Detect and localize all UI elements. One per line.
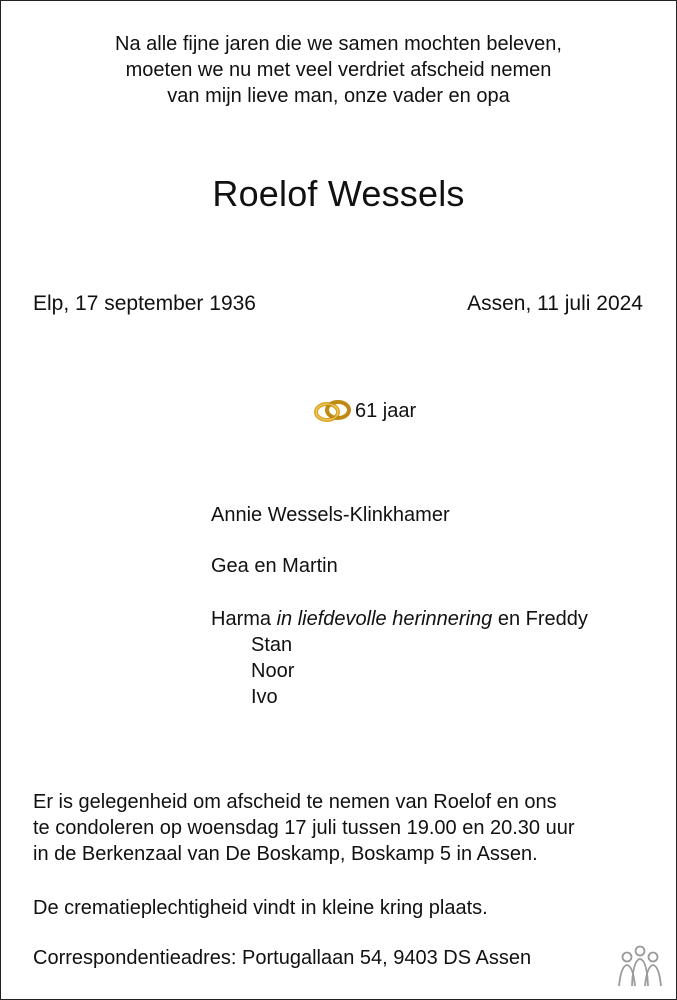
deceased-name: Roelof Wessels	[212, 173, 465, 214]
correspondence-address: Correspondentieadres: Portugallaan 54, 9403 DS Assen	[33, 947, 532, 969]
child2-partner: en Freddy	[497, 608, 588, 630]
child-name	[211, 606, 588, 632]
condolence-line: Er is gelegenheid om afscheid te nemen van Roelof en ons	[33, 791, 557, 813]
condolence-line: in de Berkenzaal van De Boskamp, Boskamp 5 in Assen.	[33, 843, 538, 865]
marriage-duration	[313, 396, 416, 426]
grandchild-name: Ivo	[251, 686, 278, 708]
people-group-icon	[616, 944, 664, 988]
spouse-name: Annie Wessels-Klinkhamer	[211, 504, 450, 526]
condolence-paragraph	[33, 789, 575, 867]
intro-line: van mijn lieve man, onze vader en opa	[167, 85, 510, 107]
cremation-text: De crematieplechtigheid vindt in kleine kring plaats.	[33, 897, 488, 919]
child2-name: Harma	[211, 608, 272, 630]
wedding-rings-icon	[313, 397, 353, 425]
death-place-date: Assen, 11 juli 2024	[467, 292, 643, 315]
grandchild-name: Stan	[251, 634, 293, 656]
marriage-years: 61 jaar	[355, 399, 417, 422]
intro-text	[0, 31, 677, 109]
remembrance-note: in liefdevolle herinnering	[276, 608, 493, 630]
child-name: Gea en Martin	[211, 555, 338, 577]
intro-line: moeten we nu met veel verdriet afscheid nemen	[125, 59, 552, 81]
grandchild-name: Noor	[251, 660, 295, 682]
intro-line: Na alle fijne jaren die we samen mochten beleven,	[115, 33, 562, 55]
birth-place-date: Elp, 17 september 1936	[33, 292, 256, 315]
condolence-line: te condoleren op woensdag 17 juli tussen 19.00 en 20.30 uur	[33, 817, 575, 839]
